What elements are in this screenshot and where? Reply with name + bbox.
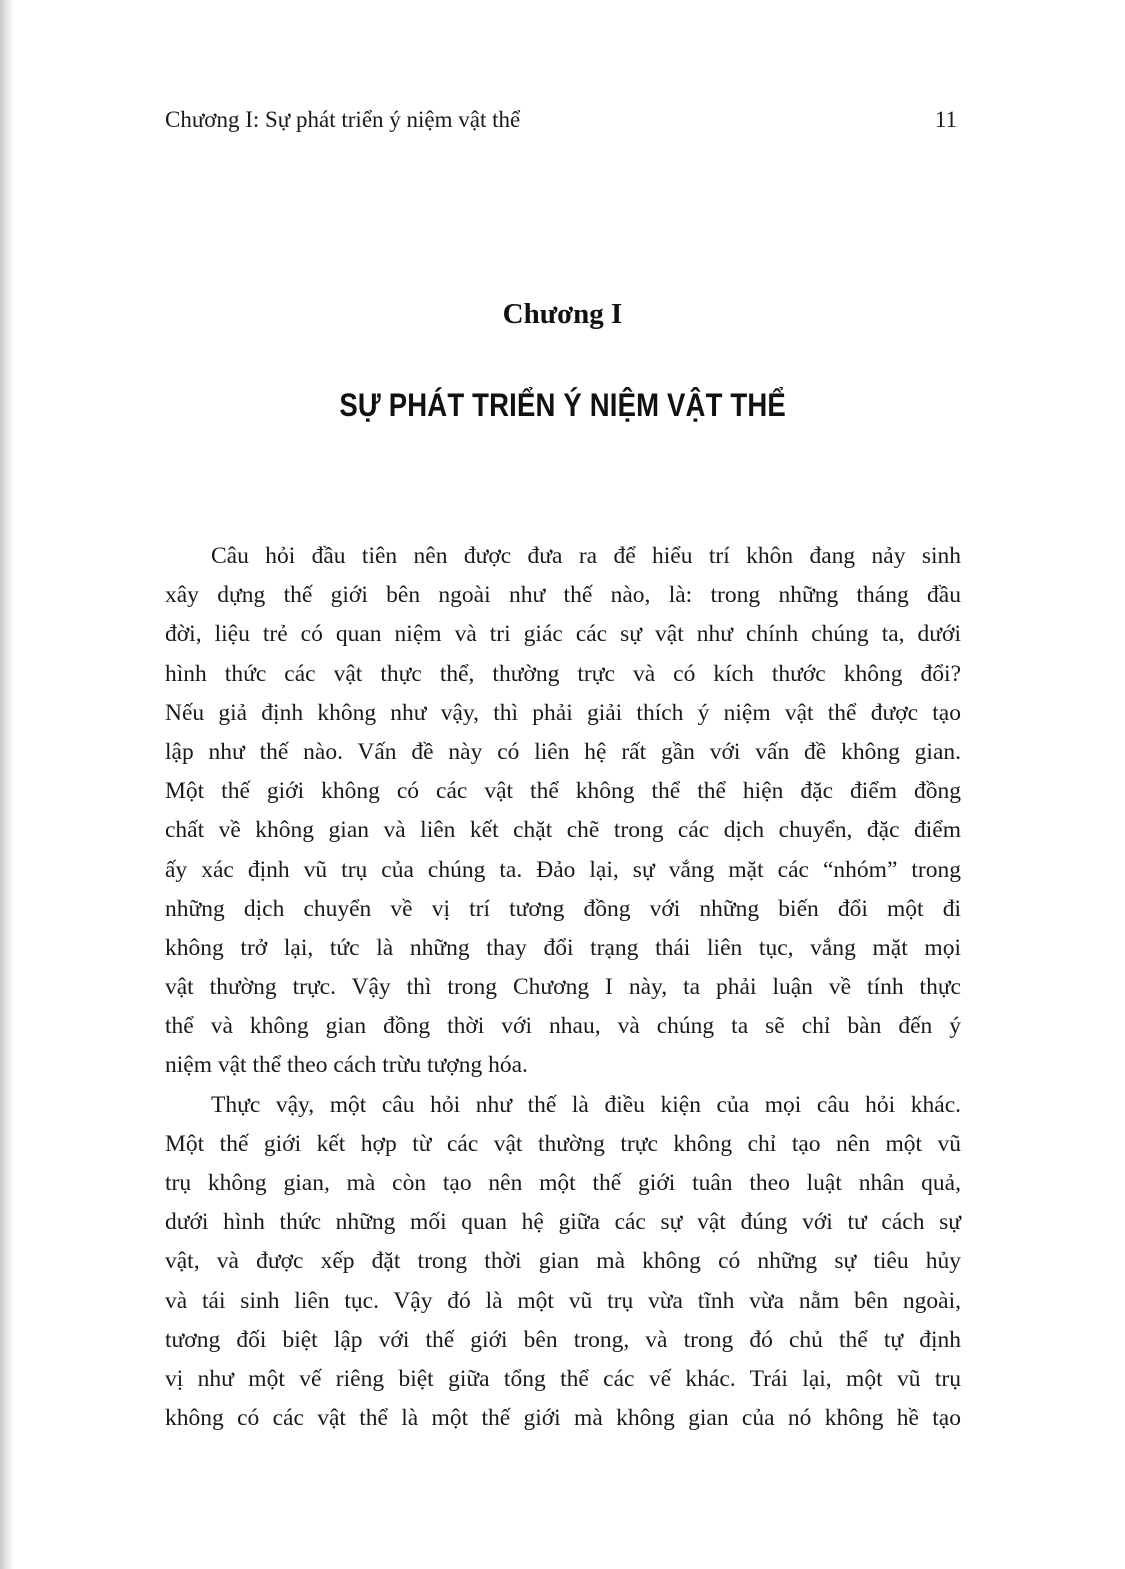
text-line: vị như một vế riêng biệt giữa tổng thể các vế khác. Trái lại, một vũ trụ — [165, 1365, 961, 1392]
text-line: ấy xác định vũ trụ của chúng ta. Đảo lại, sự vắng mặt các “nhóm” trong — [165, 856, 961, 883]
text-line: những dịch chuyển về vị trí tương đồng với những biến đổi một đi — [165, 895, 961, 922]
chapter-title — [0, 387, 1125, 424]
text-line: vật, và được xếp đặt trong thời gian mà không có những sự tiêu hủy — [165, 1248, 961, 1275]
page-gutter-shadow — [0, 0, 14, 1569]
text-line: dưới hình thức những mối quan hệ giữa các sự vật đúng với tư cách sự — [165, 1209, 961, 1236]
chapter-label: Chương I — [502, 298, 623, 330]
text-line: niệm vật thể theo cách trừu tượng hóa. — [165, 1052, 528, 1079]
page-number: 11 — [934, 107, 957, 132]
running-header — [165, 107, 961, 141]
text-line: Câu hỏi đầu tiên nên được đưa ra để hiểu trí khôn đang nảy sinh — [211, 543, 961, 569]
text-line: đời, liệu trẻ có quan niệm và tri giác các sự vật như chính chúng ta, dưới — [165, 621, 961, 648]
running-title: Chương I: Sự phát triển ý niệm vật thể — [165, 107, 521, 132]
text-line: xây dựng thế giới bên ngoài như thế nào, là: trong những tháng đầu — [165, 582, 961, 609]
text-line: Một thế giới không có các vật thể không thể thể hiện đặc điểm đồng — [165, 778, 961, 805]
text-line: không có các vật thể là một thế giới mà không gian của nó không hề tạo — [165, 1405, 961, 1432]
text-line: vật thường trực. Vậy thì trong Chương I này, ta phải luận về tính thực — [165, 974, 961, 1001]
paragraph-2 — [165, 1086, 961, 1439]
text-line: lập như thế nào. Vấn đề này có liên hệ rất gần với vấn đề không gian. — [165, 738, 961, 765]
text-line: hình thức các vật thực thể, thường trực và có kích thước không đổi? — [165, 660, 961, 687]
text-line: không trở lại, tức là những thay đổi trạng thái liên tục, vắng mặt mọi — [165, 934, 961, 961]
text-line: chất về không gian và liên kết chặt chẽ trong các dịch chuyển, đặc điểm — [165, 817, 961, 844]
text-line: Thực vậy, một câu hỏi như thế là điều kiện của mọi câu hỏi khác. — [211, 1091, 961, 1118]
text-line: thể và không gian đồng thời với nhau, và chúng ta sẽ chỉ bàn đến ý — [165, 1013, 961, 1040]
text-line: Một thế giới kết hợp từ các vật thường trực không chỉ tạo nên một vũ — [165, 1130, 961, 1157]
body-text — [165, 537, 961, 1438]
text-line: tương đối biệt lập với thế giới bên trong, và trong đó chủ thể tự định — [165, 1326, 961, 1353]
text-line: và tái sinh liên tục. Vậy đó là một vũ trụ vừa tĩnh vừa nằm bên ngoài, — [165, 1287, 961, 1314]
text-line: trụ không gian, mà còn tạo nên một thế giới tuân theo luật nhân quả, — [165, 1170, 961, 1196]
chapter-title-text: SỰ PHÁT TRIỂN Ý NIỆM VẬT THỂ — [339, 387, 786, 423]
text-line: Nếu giả định không như vậy, thì phải giải thích ý niệm vật thể được tạo — [165, 699, 961, 726]
paragraph-1 — [165, 537, 961, 1086]
